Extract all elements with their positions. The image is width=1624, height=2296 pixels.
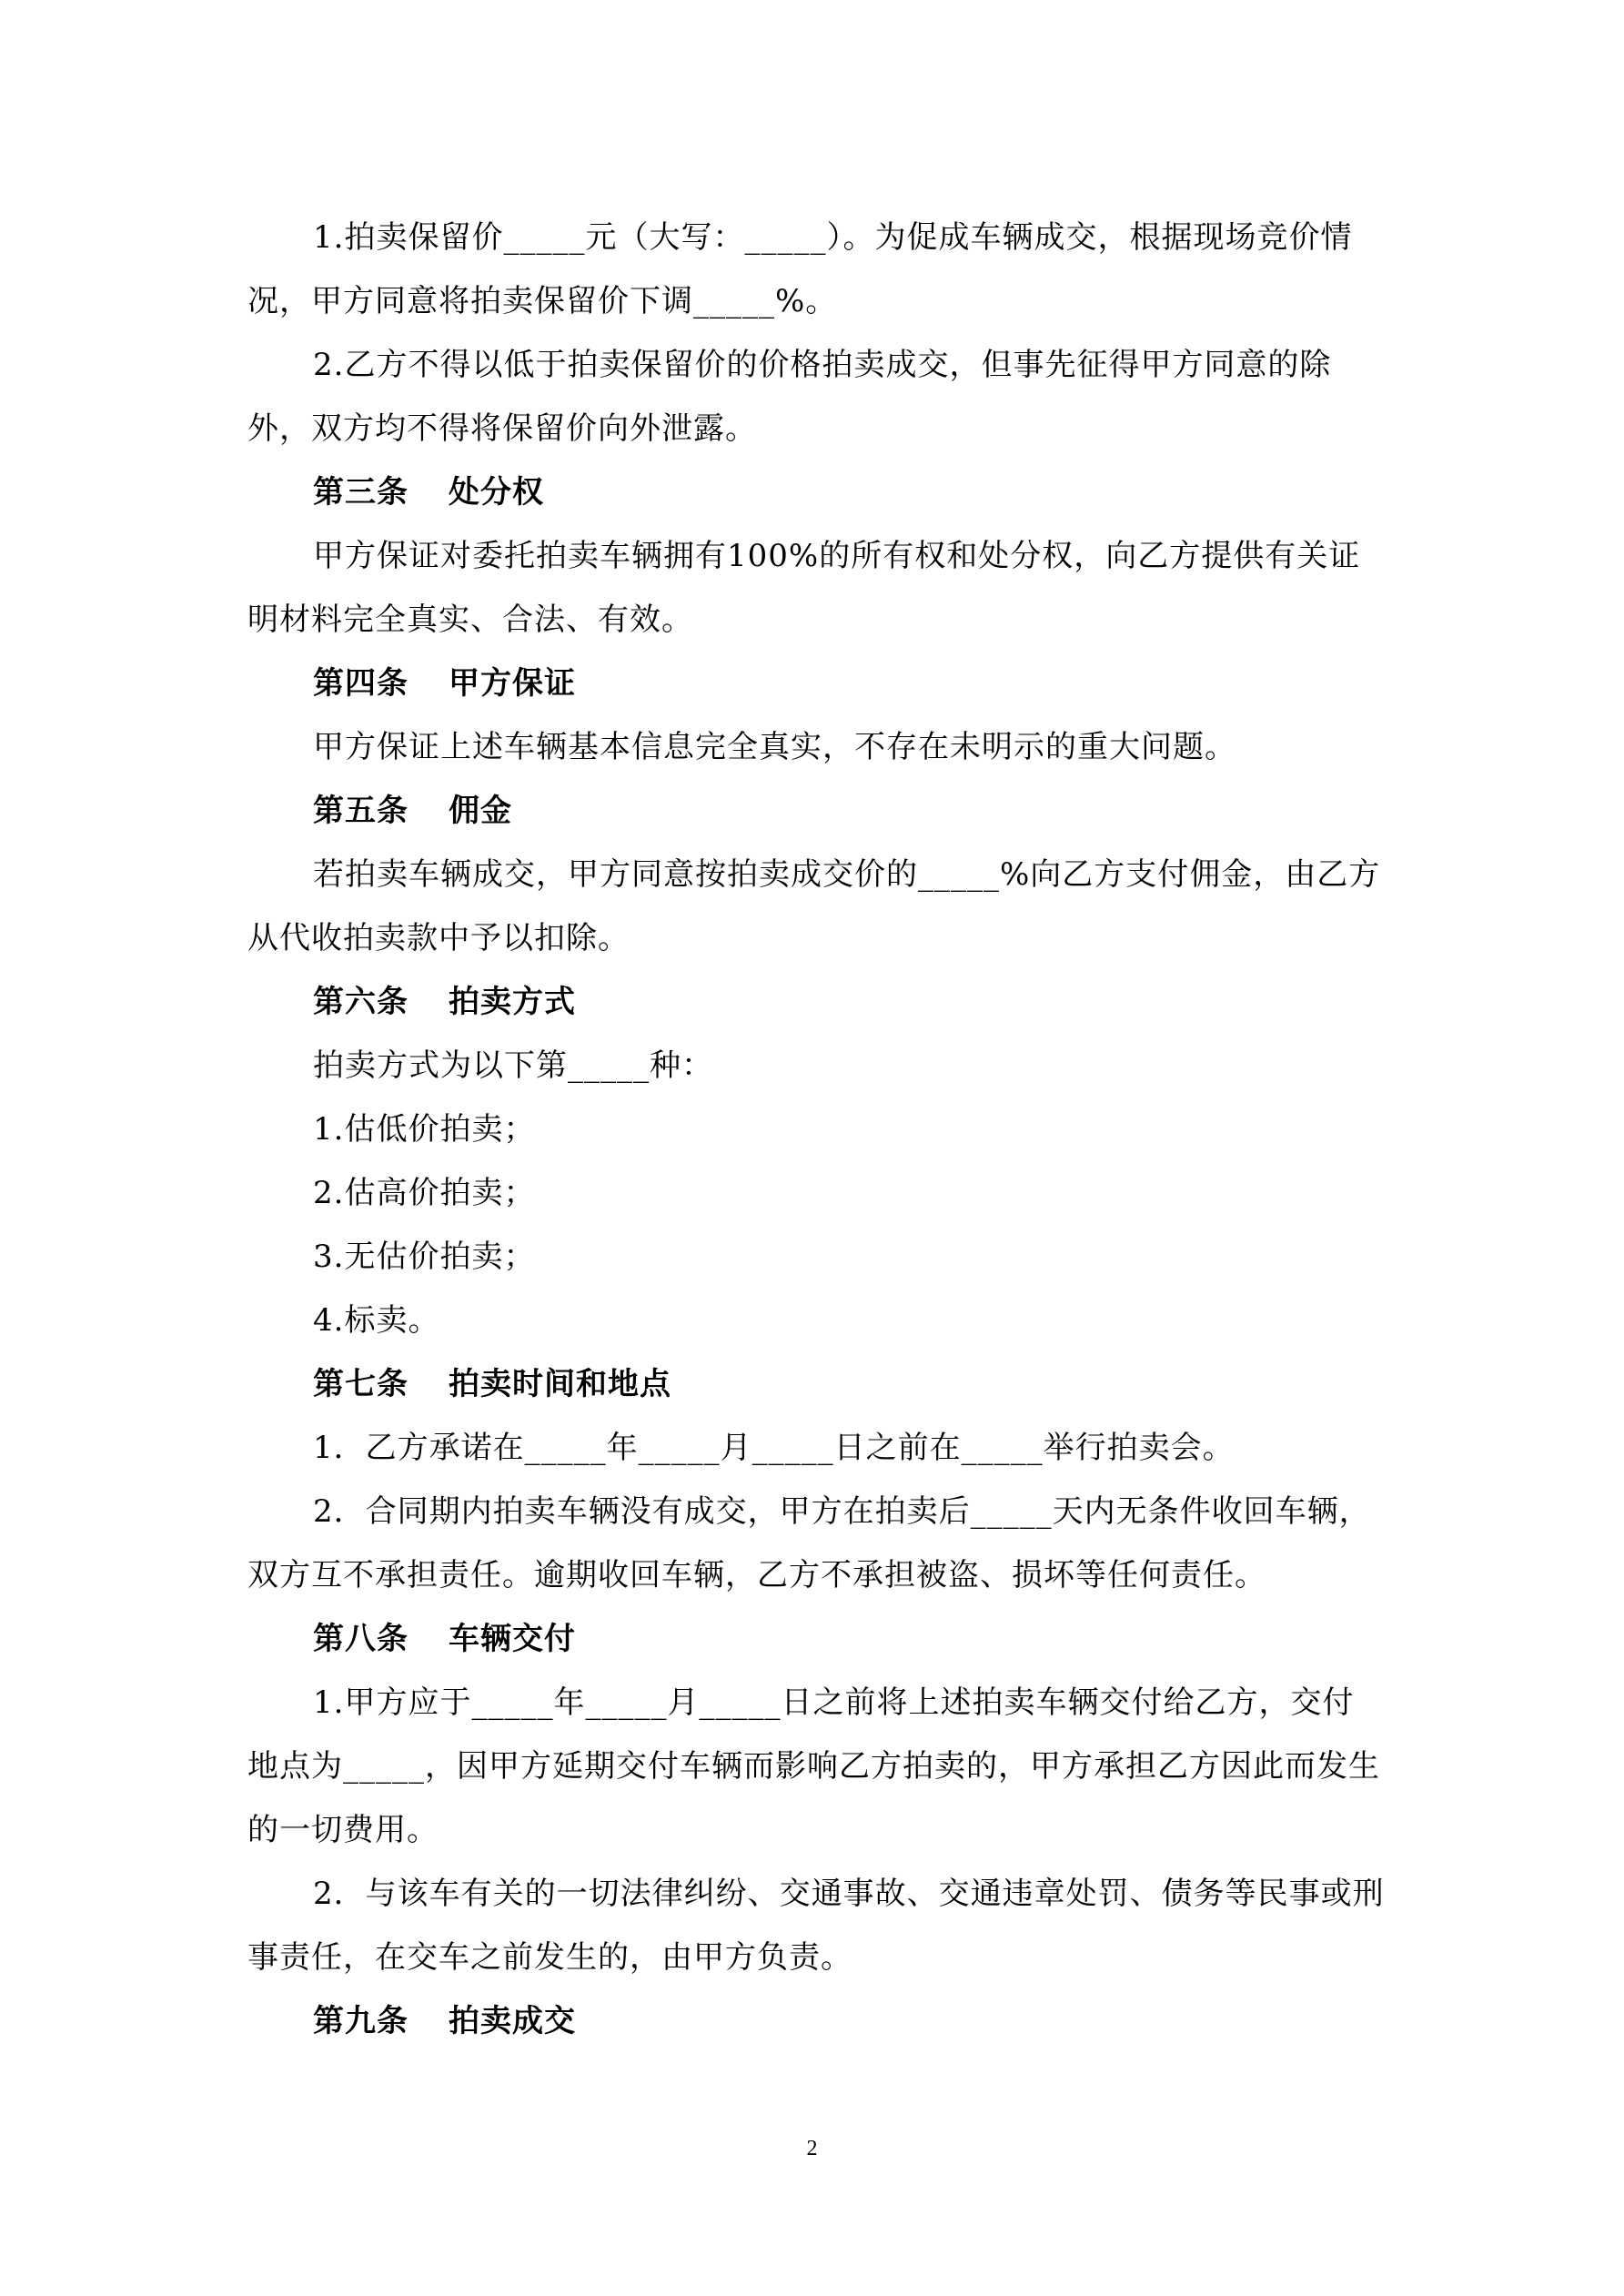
clause-paragraph: 若拍卖车辆成交，甲方同意按拍卖成交价的_____%向乙方支付佣金，由乙方从代收拍卖款中予以扣除。 bbox=[247, 856, 1381, 956]
article-title: 拍卖成交 bbox=[449, 2003, 576, 2039]
article-heading bbox=[247, 1607, 1385, 1671]
list-item: 4.标卖。 bbox=[313, 1302, 440, 1339]
article-heading bbox=[247, 460, 1385, 524]
clause-paragraph: 甲方保证上述车辆基本信息完全真实，不存在未明示的重大问题。 bbox=[313, 729, 1236, 765]
article-number: 第七条 bbox=[313, 1366, 409, 1402]
clause-paragraph: 2．合同期内拍卖车辆没有成交，甲方在拍卖后_____天内无条件收回车辆，双方互不承担责任。逾期收回车辆，乙方不承担被盗、损坏等任何责任。 bbox=[247, 1493, 1371, 1593]
article-title: 处分权 bbox=[449, 474, 544, 511]
list-item: 3.无估价拍卖； bbox=[313, 1239, 536, 1275]
clause-paragraph: 2.乙方不得以低于拍卖保留价的价格拍卖成交，但事先征得甲方同意的除外，双方均不得将保留价向外泄露。 bbox=[247, 347, 1332, 447]
article-number: 第六条 bbox=[313, 984, 409, 1020]
article-title: 拍卖时间和地点 bbox=[449, 1366, 671, 1402]
article-number: 第五条 bbox=[313, 793, 409, 829]
clause-paragraph: 1．乙方承诺在_____年_____月_____日之前在_____举行拍卖会。 bbox=[313, 1430, 1235, 1466]
clause-paragraph: 甲方保证对委托拍卖车辆拥有100%的所有权和处分权，向乙方提供有关证明材料完全真实、合法、有效。 bbox=[247, 538, 1361, 638]
article-number: 第八条 bbox=[313, 1621, 409, 1657]
article-heading bbox=[247, 779, 1385, 843]
article-number: 第四条 bbox=[313, 665, 409, 702]
article-title: 甲方保证 bbox=[449, 665, 576, 702]
page-number: 2 bbox=[806, 2137, 818, 2160]
clause-paragraph: 1.拍卖保留价_____元（大写：_____）。为促成车辆成交，根据现场竞价情况，甲方同意将拍卖保留价下调_____%。 bbox=[247, 219, 1353, 319]
article-heading bbox=[247, 970, 1385, 1034]
clause-paragraph: 2．与该车有关的一切法律纠纷、交通事故、交通违章处罚、债务等民事或刑事责任，在交车之前发生的，由甲方负责。 bbox=[247, 1876, 1385, 1976]
document-body bbox=[247, 206, 1385, 2053]
article-title: 车辆交付 bbox=[449, 1621, 576, 1657]
list-item: 1.估低价拍卖； bbox=[313, 1111, 536, 1148]
list-item: 2.估高价拍卖； bbox=[313, 1175, 536, 1211]
article-number: 第三条 bbox=[313, 474, 409, 511]
article-heading bbox=[247, 1989, 1385, 2053]
article-heading bbox=[247, 1352, 1385, 1416]
article-title: 拍卖方式 bbox=[449, 984, 576, 1020]
clause-paragraph: 拍卖方式为以下第_____种： bbox=[313, 1047, 713, 1084]
article-number: 第九条 bbox=[313, 2003, 409, 2039]
clause-paragraph: 1.甲方应于_____年_____月_____日之前将上述拍卖车辆交付给乙方，交付地点为_____，因甲方延期交付车辆而影响乙方拍卖的，甲方承担乙方因此而发生的一切费用。 bbox=[247, 1684, 1380, 1848]
article-title: 佣金 bbox=[449, 793, 512, 829]
article-heading bbox=[247, 652, 1385, 715]
